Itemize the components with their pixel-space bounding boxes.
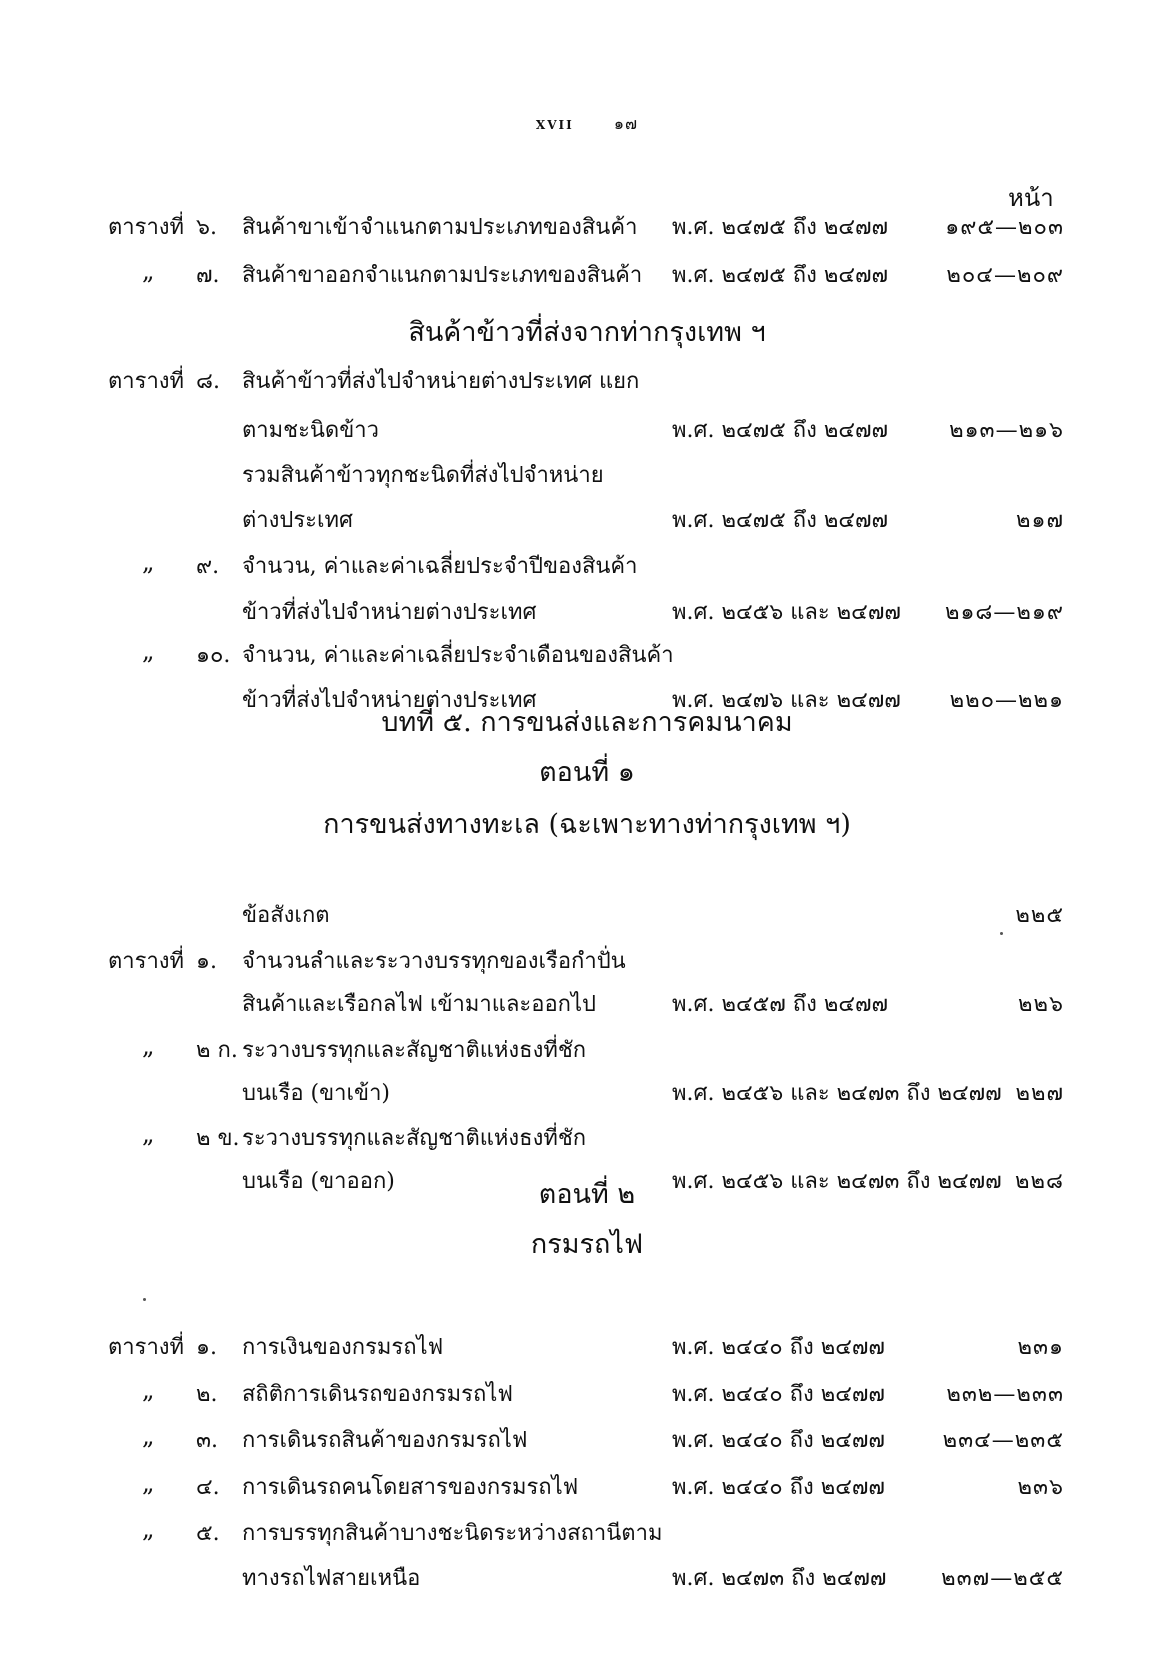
table-title: รวมสินค้าข้าวทุกชะนิดที่ส่งไปจำหน่าย bbox=[242, 463, 604, 488]
table-period: พ.ศ. ๒๔๔๐ ถึง ๒๔๗๗ bbox=[672, 1335, 885, 1360]
part2-heading: ตอนที่ ๒ bbox=[538, 1179, 636, 1210]
table-title: ทางรถไฟสายเหนือ bbox=[242, 1566, 421, 1591]
toc-line bbox=[0, 257, 1174, 297]
toc-line bbox=[0, 594, 1174, 634]
page-reference: ๒๓๖ bbox=[1017, 1475, 1064, 1500]
table-label: ตารางที่ bbox=[108, 949, 185, 974]
roman-page-number: XVII bbox=[535, 118, 574, 132]
part1-heading: ตอนที่ ๑ bbox=[539, 757, 635, 788]
table-title: จำนวน, ค่าและค่าเฉลี่ยประจำปีของสินค้า bbox=[242, 554, 638, 579]
table-label: ตารางที่ bbox=[108, 215, 185, 240]
table-title: สินค้าขาเข้าจำแนกตามประเภทของสินค้า bbox=[242, 215, 638, 240]
page-reference: ๒๑๓—๒๑๖ bbox=[949, 418, 1064, 443]
table-title: สินค้าข้าวที่ส่งไปจำหน่ายต่างประเทศ แยก bbox=[242, 369, 640, 394]
page-reference: ๒๒๗ bbox=[1015, 1081, 1064, 1106]
table-title: บนเรือ (ขาเข้า) bbox=[242, 1081, 391, 1106]
table-number: ๑. bbox=[196, 949, 217, 974]
table-title: การเงินของกรมรถไฟ bbox=[242, 1335, 444, 1360]
ditto-mark: „ bbox=[142, 257, 155, 285]
table-title: ข้าวที่ส่งไปจำหน่ายต่างประเทศ bbox=[242, 600, 537, 625]
page-reference: ๒๓๗—๒๕๕ bbox=[941, 1566, 1064, 1591]
table-title: การเดินรถคนโดยสารของกรมรถไฟ bbox=[242, 1475, 579, 1500]
table-title: สินค้าขาออกจำแนกตามประเภทของสินค้า bbox=[242, 263, 643, 288]
table-period: พ.ศ. ๒๔๔๐ ถึง ๒๔๗๗ bbox=[672, 1475, 885, 1500]
table-title: ข้อสังเกต bbox=[242, 903, 330, 928]
page-reference: ๒๒๘ bbox=[1015, 1169, 1064, 1194]
toc-line bbox=[0, 1329, 1174, 1369]
part2-subheading: กรมรถไฟ bbox=[530, 1229, 644, 1260]
page-reference: ๒๒๐—๒๒๑ bbox=[949, 688, 1064, 713]
toc-line bbox=[0, 209, 1174, 249]
toc-line bbox=[0, 1163, 1174, 1203]
table-period: พ.ศ. ๒๔๕๖ และ ๒๔๗๓ ถึง ๒๔๗๗ bbox=[672, 1169, 1002, 1194]
toc-line bbox=[0, 363, 1174, 403]
toc-line bbox=[0, 1032, 1174, 1072]
table-title: สถิติการเดินรถของกรมรถไฟ bbox=[242, 1382, 513, 1407]
table-title: บนเรือ (ขาออก) bbox=[242, 1169, 395, 1194]
table-title: ข้าวที่ส่งไปจำหน่ายต่างประเทศ bbox=[242, 688, 537, 713]
table-title: การเดินรถสินค้าของกรมรถไฟ bbox=[242, 1428, 528, 1453]
scan-speck bbox=[1000, 932, 1003, 935]
page-reference: ๒๓๔—๒๓๕ bbox=[942, 1428, 1064, 1453]
toc-line bbox=[0, 1560, 1174, 1600]
page-reference: ๑๙๕—๒๐๓ bbox=[945, 215, 1064, 240]
page-number bbox=[0, 112, 1174, 137]
page-reference: ๒๒๖ bbox=[1018, 992, 1064, 1017]
toc-line bbox=[0, 897, 1174, 937]
table-number: ๓. bbox=[196, 1428, 219, 1453]
section-rice-heading: สินค้าข้าวที่ส่งจากท่ากรุงเทพ ฯ bbox=[408, 317, 766, 348]
page-reference: ๒๒๕ bbox=[1015, 903, 1064, 928]
ditto-mark: „ bbox=[142, 548, 155, 576]
toc-line bbox=[0, 1515, 1174, 1555]
table-period: พ.ศ. ๒๔๗๕ ถึง ๒๔๗๗ bbox=[672, 215, 889, 240]
table-period: พ.ศ. ๒๔๗๕ ถึง ๒๔๗๗ bbox=[672, 263, 889, 288]
table-period: พ.ศ. ๒๔๔๐ ถึง ๒๔๗๗ bbox=[672, 1428, 885, 1453]
table-period: พ.ศ. ๒๔๗๕ ถึง ๒๔๗๗ bbox=[672, 508, 889, 533]
toc-line bbox=[0, 1120, 1174, 1160]
part1-subheading: การขนส่งทางทะเล (ฉะเพาะทางท่ากรุงเทพ ฯ) bbox=[323, 809, 851, 840]
table-title: สินค้าและเรือกลไฟ เข้ามาและออกไป bbox=[242, 992, 597, 1017]
toc-line bbox=[0, 457, 1174, 497]
table-number: ๒ ข. bbox=[196, 1126, 240, 1151]
toc-line bbox=[0, 1422, 1174, 1462]
table-number: ๒. bbox=[196, 1382, 218, 1407]
table-number: ๖. bbox=[196, 215, 217, 240]
table-title: ระวางบรรทุกและสัญชาติแห่งธงที่ชัก bbox=[242, 1126, 587, 1151]
table-number: ๒ ก. bbox=[196, 1038, 238, 1063]
chapter-heading: บทที่ ๕. การขนส่งและการคมนาคม bbox=[381, 707, 793, 738]
ditto-mark: „ bbox=[142, 1422, 155, 1450]
table-number: ๗. bbox=[196, 263, 220, 288]
page-reference: ๒๓๑ bbox=[1017, 1335, 1064, 1360]
table-period: พ.ศ. ๒๔๗๓ ถึง ๒๔๗๗ bbox=[672, 1566, 887, 1591]
ditto-mark: „ bbox=[142, 1515, 155, 1543]
table-number: ๙. bbox=[196, 554, 220, 579]
toc-line bbox=[0, 637, 1174, 677]
toc-line bbox=[0, 943, 1174, 983]
toc-line bbox=[0, 1075, 1174, 1115]
table-number: ๔. bbox=[196, 1475, 220, 1500]
toc-line bbox=[0, 986, 1174, 1026]
ditto-mark: „ bbox=[142, 1469, 155, 1497]
page-reference: ๒๑๘—๒๑๙ bbox=[944, 600, 1064, 625]
table-title: ระวางบรรทุกและสัญชาติแห่งธงที่ชัก bbox=[242, 1038, 587, 1063]
table-period: พ.ศ. ๒๔๗๖ และ ๒๔๗๗ bbox=[672, 688, 901, 713]
page-column-heading: หน้า bbox=[1008, 184, 1054, 212]
page-reference: ๒๓๒—๒๓๓ bbox=[946, 1382, 1064, 1407]
toc-line bbox=[0, 1469, 1174, 1509]
table-label: ตารางที่ bbox=[108, 1335, 185, 1360]
table-period: พ.ศ. ๒๔๔๐ ถึง ๒๔๗๗ bbox=[672, 1382, 885, 1407]
table-number: ๘. bbox=[196, 369, 220, 394]
toc-line bbox=[0, 548, 1174, 588]
table-title: การบรรทุกสินค้าบางชะนิดระหว่างสถานีตาม bbox=[242, 1521, 663, 1546]
table-period: พ.ศ. ๒๔๕๗ ถึง ๒๔๗๗ bbox=[672, 992, 889, 1017]
ditto-mark: „ bbox=[142, 1120, 155, 1148]
table-title: ตามชะนิดข้าว bbox=[242, 418, 379, 443]
toc-line bbox=[0, 412, 1174, 452]
table-number: ๕. bbox=[196, 1521, 220, 1546]
page-reference: ๒๐๔—๒๐๙ bbox=[946, 263, 1064, 288]
table-number: ๑๐. bbox=[196, 643, 231, 668]
table-title: ต่างประเทศ bbox=[242, 508, 353, 533]
toc-line bbox=[0, 1376, 1174, 1416]
table-title: จำนวนลำและระวางบรรทุกของเรือกำปั่น bbox=[242, 949, 626, 974]
thai-page-number: ๑๗ bbox=[613, 114, 639, 133]
table-period: พ.ศ. ๒๔๕๖ และ ๒๔๗๗ bbox=[672, 600, 901, 625]
scan-speck bbox=[143, 1298, 146, 1301]
ditto-mark: „ bbox=[142, 1376, 155, 1404]
toc-line bbox=[0, 682, 1174, 722]
table-number: ๑. bbox=[196, 1335, 217, 1360]
table-period: พ.ศ. ๒๔๗๕ ถึง ๒๔๗๗ bbox=[672, 418, 889, 443]
table-title: จำนวน, ค่าและค่าเฉลี่ยประจำเดือนของสินค้า bbox=[242, 643, 674, 668]
ditto-mark: „ bbox=[142, 637, 155, 665]
table-period: พ.ศ. ๒๔๕๖ และ ๒๔๗๓ ถึง ๒๔๗๗ bbox=[672, 1081, 1002, 1106]
toc-line bbox=[0, 502, 1174, 542]
table-label: ตารางที่ bbox=[108, 369, 185, 394]
page-reference: ๒๑๗ bbox=[1015, 508, 1064, 533]
ditto-mark: „ bbox=[142, 1032, 155, 1060]
